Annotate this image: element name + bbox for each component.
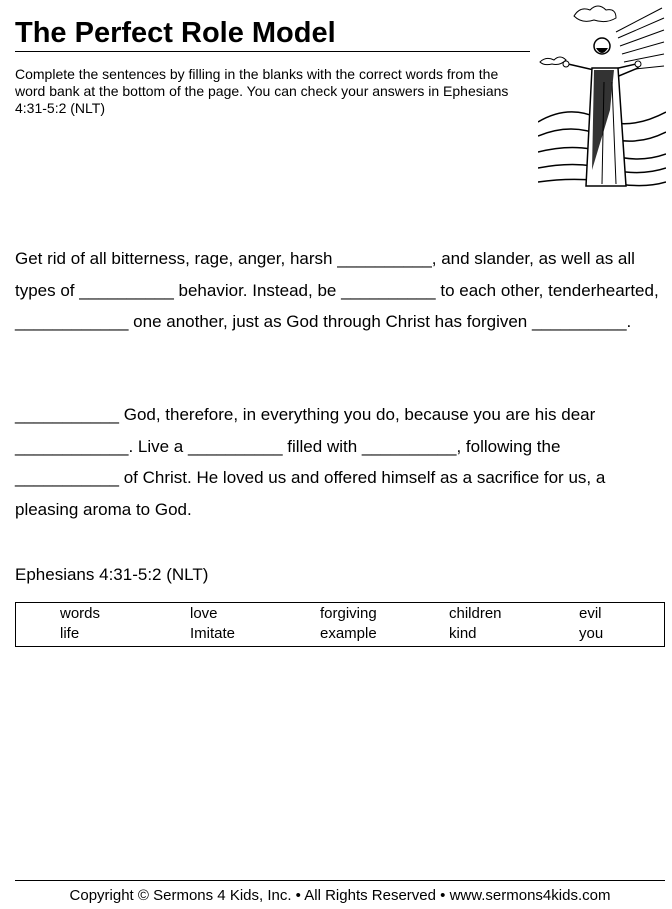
word-bank-item: you [579, 625, 604, 642]
footer-divider [15, 880, 665, 881]
word-bank-item: evil [579, 605, 602, 622]
passage-paragraph-1: Get rid of all bitterness, rage, anger, harsh __________, and slander, as well as all types of __________ behavior. Instead, be __________ to each other, tenderhearted, ____________ one another, just as God through Christ has forgiven __________. [15, 249, 659, 331]
word-bank-item: forgiving [320, 605, 377, 622]
passage-paragraph-2: ___________ God, therefore, in everything you do, because you are his dear ____________. Live a __________ filled with __________, following the ___________ of Christ. He loved us and offered himself as a sacrifice for us, a pleasing aroma to God. [15, 405, 606, 519]
word-bank-item: life [60, 625, 80, 642]
word-bank-item: children [449, 605, 502, 622]
copyright-footer: Copyright © Sermons 4 Kids, Inc. • All Rights Reserved • www.sermons4kids.com [69, 887, 611, 904]
word-bank-item: love [190, 605, 218, 622]
title-divider [15, 51, 530, 52]
word-bank-item: Imitate [190, 625, 236, 642]
word-bank-item: kind [449, 625, 477, 642]
scripture-reference: Ephesians 4:31-5:2 (NLT) [15, 565, 209, 584]
word-bank [15, 602, 665, 647]
word-bank-item: words [60, 605, 101, 622]
instructions-text: Complete the sentences by filling in the blanks with the correct words from the word bank at the bottom of the page. You can check your answers in Ephesians 4:31-5:2 (NLT) [15, 66, 509, 116]
page-title: The Perfect Role Model [15, 17, 336, 49]
word-bank-item: example [320, 625, 377, 642]
jesus-illustration [538, 2, 666, 190]
